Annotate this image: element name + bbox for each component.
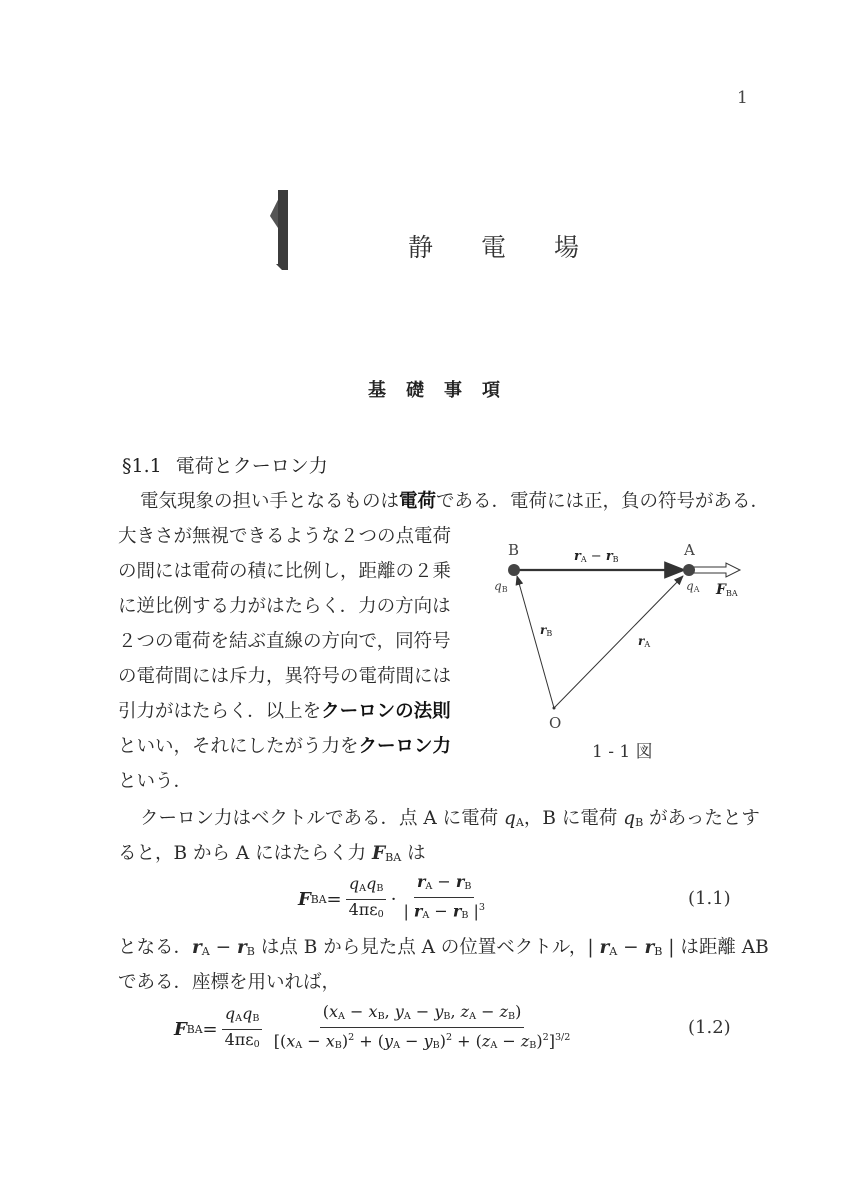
minus: − [209,937,238,958]
subscript: B [654,945,663,959]
paragraph-line [140,804,760,830]
subscript: B [443,1010,451,1022]
subscript: 0 [253,1038,260,1050]
paragraph-line: の間には電荷の積に比例し，距離の２乗 [118,561,452,582]
paragraph-line: に逆比例する力がはたらく．力の方向は [118,596,451,617]
subscript: B [252,1012,260,1024]
svg-text:B: B [508,541,520,559]
z: z [460,1001,470,1021]
r: r [599,937,610,958]
equation-label-1-1: (1.1) [688,888,731,909]
subscript: BA [310,892,327,906]
subsection-number: §1.1 [122,455,162,477]
subscript: B [464,880,472,892]
text: 引力がはたらく．以上を [118,701,322,722]
paragraph-line [118,732,451,758]
y: y [434,1001,444,1021]
superscript: 2 [445,1031,453,1043]
q: q [242,1003,253,1023]
text: は点 B から見た点 A の位置ベクトル，| [254,937,600,958]
paragraph-line: の電荷間には斥力，異符号の電荷間には [118,666,452,687]
subscript: B [635,816,644,830]
minus: − [432,871,456,891]
x: x [325,1031,335,1051]
bracket: ] [548,1031,555,1051]
fraction-charges [222,1004,263,1055]
paragraph-line: である．座標を用いれば， [118,972,341,993]
svg-text:O: O [549,714,562,732]
q: q [348,873,360,893]
subscript: B [529,1040,537,1052]
chapter-number-glyph [268,190,308,270]
paragraph-line: という． [118,771,193,792]
equation-1-1 [298,871,492,924]
r: r [644,937,655,958]
denominator: 4πε [348,899,378,919]
superscript: 2 [542,1031,549,1043]
subscript: B [432,1040,440,1052]
charge-A-dot [683,564,695,576]
r: r [452,901,462,921]
text: クーロン力はベクトルである．点 A に電荷 [140,808,505,829]
comma: , [384,1001,395,1021]
subscript: A [235,1012,243,1024]
subscript: A [403,1010,411,1022]
equals: = [202,1018,218,1040]
svg-text:A: A [684,541,695,559]
plus: + [354,1031,378,1051]
r: r [192,937,202,958]
paragraph-line [118,933,769,959]
text: である．電荷には正，負の符号がある． [436,491,770,512]
subscript: A [201,945,210,959]
bracket: [( [273,1031,287,1051]
symbol-F: F [371,843,386,864]
paragraph-line [140,487,769,513]
svg-text:qB: qB [494,579,508,594]
minus: − [476,1001,500,1021]
page-number: 1 [737,88,748,108]
subscript: B [334,1040,342,1052]
paren: ) [515,1001,522,1021]
subscript: B [246,945,255,959]
paren: ( [377,1031,385,1051]
term-charge: 電荷 [399,491,437,512]
minus: − [429,901,453,921]
eq-lhs: F [174,1018,187,1040]
charge-B-dot [508,564,520,576]
r: r [455,871,465,891]
svg-text:FBA: FBA [716,582,738,598]
equation-label-1-2: (1.2) [688,1017,731,1038]
fraction-charges [346,874,387,925]
subscript: BA [385,851,402,865]
paragraph-line [118,697,451,723]
subscript: A [393,1040,400,1052]
paragraph-line: 大きさが無視できるような２つの点電荷 [118,526,452,547]
plus: + [452,1031,476,1051]
text: は [401,843,426,864]
comma: , [450,1001,461,1021]
y: y [394,1001,404,1021]
r: r [237,937,247,958]
r: r [416,871,426,891]
abs-close: | [468,901,479,921]
subscript: B [461,910,469,922]
subscript: A [359,882,367,894]
text: があったとす [643,808,760,829]
figure-coulomb-vectors [476,532,766,762]
subscript: A [490,1040,498,1052]
svg-text:rA − rB: rA − rB [574,549,619,564]
text: となる． [118,937,193,958]
subscript: A [338,1010,345,1022]
subscript: A [425,880,433,892]
figure-caption: 1 - 1 図 [592,742,653,762]
text: | は距離 AB [662,937,769,958]
minus: − [400,1031,424,1051]
y: y [384,1031,394,1051]
z: z [481,1031,491,1051]
subscript: B [508,1010,516,1022]
symbol-qB: q [623,808,636,829]
subscript: A [422,910,430,922]
term-coulomb-law: クーロンの法則 [321,701,451,722]
subscript: A [515,816,524,830]
minus: − [497,1031,521,1051]
subscript: A [469,1010,477,1022]
subscript: B [376,882,384,894]
z: z [499,1001,509,1021]
svg-text:rB: rB [540,623,553,638]
chapter-title: 静電場 [408,233,628,262]
x: x [286,1031,296,1051]
paren: ) [536,1031,543,1051]
svg-text:qA: qA [686,579,700,594]
fraction-vectors [400,872,488,926]
r: r [413,901,423,921]
paren: ) [341,1031,349,1051]
minus: − [410,1001,435,1021]
coordinate-denominator [271,1028,574,1056]
superscript: 3/2 [554,1031,571,1043]
subscript: A [295,1040,303,1052]
paren: ( [322,1001,329,1021]
equals: = [326,888,342,910]
denominator: 4πε [224,1029,254,1049]
subscript: B [377,1010,385,1022]
dot: · [390,888,397,910]
term-coulomb-force: クーロン力 [358,736,452,757]
paragraph-line [118,839,426,865]
text: 電気現象の担い手となるものは [140,491,400,512]
paren: ) [439,1031,446,1051]
subscript: 0 [377,908,384,920]
subsection-heading [122,451,328,478]
paragraph-line: ２つの電荷を結ぶ直線の方向で，同符号 [118,631,451,652]
subscript: A [609,945,618,959]
fraction-coordinates [271,1002,574,1056]
subsection-title: 電荷とクーロン力 [175,455,328,477]
subscript: BA [186,1022,203,1036]
x: x [328,1001,339,1021]
symbol-qA: q [504,808,516,829]
coordinate-numerator [320,1002,525,1028]
equation-1-2 [174,1001,577,1054]
text: といい，それにしたがう力を [118,736,359,757]
x: x [368,1001,378,1021]
minus: − [302,1031,326,1051]
section-heading: 基礎事項 [368,380,520,401]
q: q [224,1003,236,1023]
superscript: 2 [348,1031,355,1043]
svg-text:rA: rA [638,634,651,649]
superscript: 3 [478,901,485,913]
text: ，B に電荷 [523,808,624,829]
z: z [520,1031,530,1051]
eq-lhs: F [298,888,311,910]
minus: − [344,1001,369,1021]
q: q [366,873,377,893]
text: ると，B から A にはたらく力 [118,843,372,864]
minus: − [617,937,645,958]
y: y [423,1031,433,1051]
abs-open: | [403,901,414,921]
paren: ( [475,1031,482,1051]
